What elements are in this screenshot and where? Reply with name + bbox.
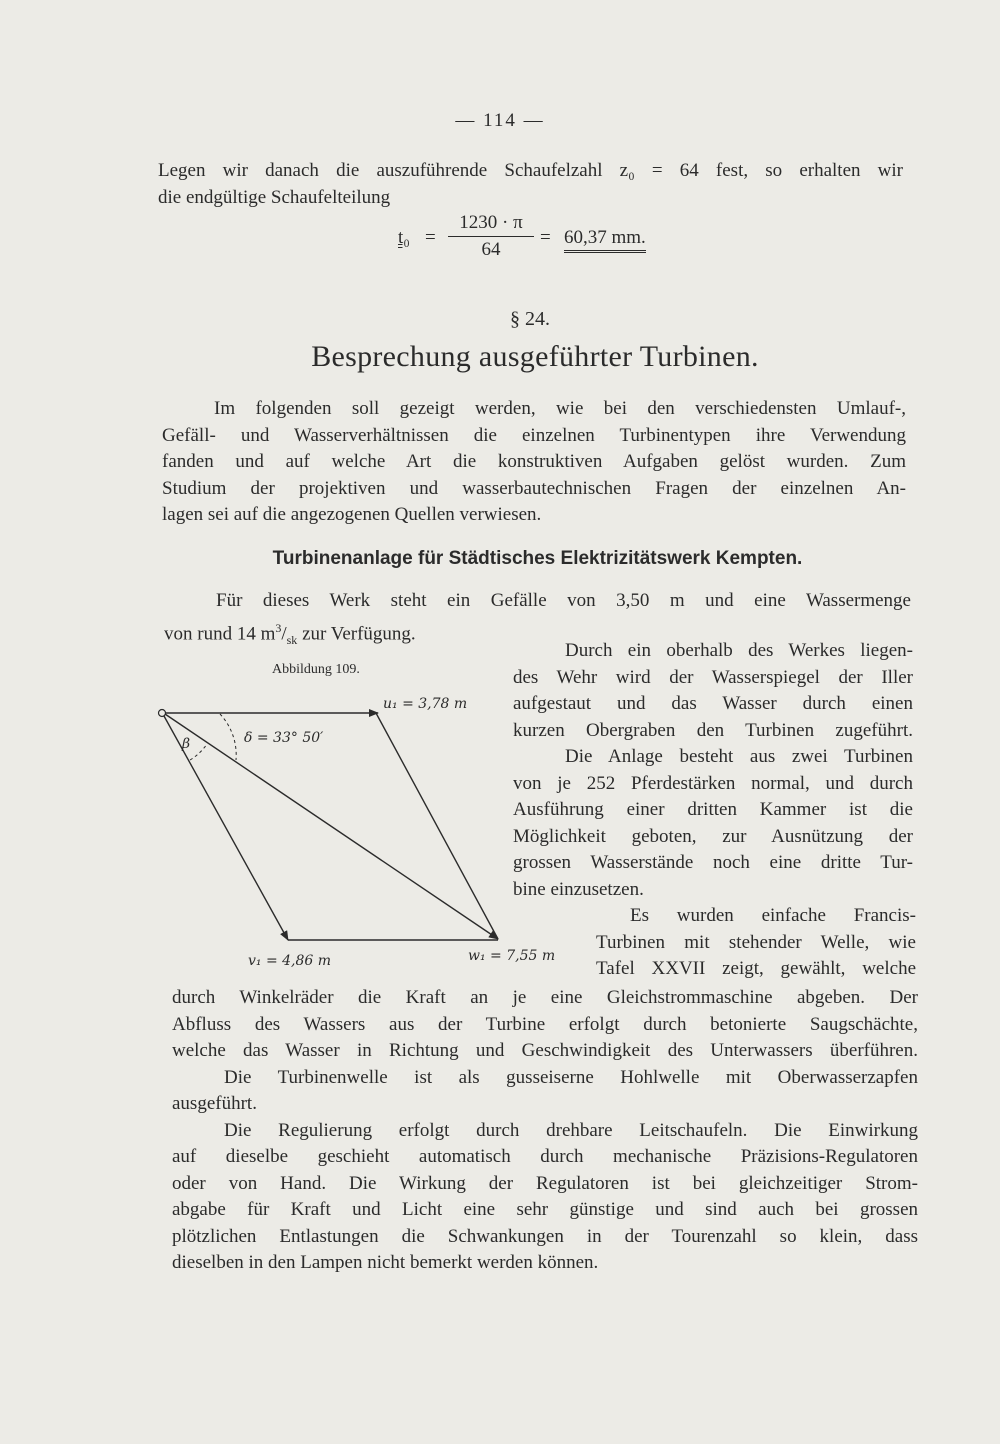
text-line: von rund 14 $m^3/_{sk}$ zur Verfügung.	[164, 620, 416, 647]
text-line: Die Regulierung erfolgt durch drehbare Leitschaufeln. Die Einwirkung	[224, 1119, 918, 1141]
text-line: Abfluss des Wassers aus der Turbine erfolgt durch betonierte Saugschächte,	[172, 1013, 918, 1035]
text-line: aufgestaut und das Wasser durch einen	[513, 693, 913, 714]
angle-arc-beta	[190, 744, 207, 760]
text-line: Legen wir danach die auszuführende Schaufelzahl z₀ = 64 fest, so erhalten wir	[158, 160, 903, 181]
paragraph-intro-turbines	[162, 396, 906, 529]
text-line: Studium der projektiven und wasserbautechnischen Fragen der einzelnen An-	[162, 477, 906, 499]
equals-sign: =	[425, 227, 436, 248]
text-line: Die Turbinenwelle ist als gusseiserne Hohlwelle mit Oberwasserzapfen	[224, 1066, 918, 1088]
parallelogram-side	[376, 713, 498, 939]
formula-lhs: t₀	[398, 227, 410, 248]
label-delta-angle: δ = 33° 50′	[244, 730, 324, 746]
text-line: durch Winkelräder die Kraft an je eine Gleichstrommaschine abgeben. Der	[172, 987, 918, 1008]
text-line: welche das Wasser in Richtung und Geschwindigkeit des Unterwassers überführen.	[172, 1040, 918, 1061]
formula-numerator: 1230 · π	[448, 212, 534, 237]
text-line: Gefäll- und Wasserverhältnissen die einzelnen Turbinentypen ihre Verwendung	[162, 424, 906, 446]
text-line: Ausführung einer dritten Kammer ist die	[513, 799, 913, 820]
text-line: von je 252 Pferdestärken normal, und durch	[513, 772, 913, 794]
section-title: Besprechung ausgeführter Turbinen.	[311, 340, 759, 373]
paragraph-right-column-2	[596, 903, 916, 983]
formula-fraction	[448, 212, 534, 261]
text-line: plötzlichen Entlastungen die Schwankungen in der Tourenzahl so klein, dass	[172, 1225, 918, 1247]
text-line: die endgültige Schaufelteilung	[158, 186, 391, 208]
text-line: Für dieses Werk steht ein Gefälle von 3,50 m und eine Wassermenge	[216, 590, 911, 611]
text-line: Durch ein oberhalb des Werkes liegen-	[565, 640, 913, 661]
text-line: abgabe für Kraft und Licht eine sehr günstige und sind auch bei grossen	[172, 1199, 918, 1220]
text-line: Tafel XXVII zeigt, gewählt, welche	[596, 958, 916, 979]
subsection-heading: Turbinenanlage für Städtisches Elektrizitätswerk Kempten.	[272, 548, 803, 569]
label-v1: v₁ = 4,86 m	[248, 953, 332, 969]
equals-sign: =	[540, 227, 551, 248]
text-line: Die Anlage besteht aus zwei Turbinen	[565, 746, 913, 767]
text-line: Möglichkeit geboten, zur Ausnützung der	[513, 825, 913, 847]
text-line: lagen sei auf die angezogenen Quellen verwiesen.	[162, 504, 542, 525]
text-line: kurzen Obergraben den Turbinen zugeführt.	[513, 719, 913, 741]
paragraph-right-column	[513, 638, 913, 903]
intro-paragraph	[158, 158, 903, 211]
origin-point	[159, 710, 166, 717]
formula-denominator: 64	[481, 239, 501, 260]
page-number: — 114 —	[455, 110, 545, 131]
paragraph-continuation	[172, 985, 918, 1277]
text-line: ausgeführt.	[172, 1093, 257, 1114]
vector-w1	[165, 714, 498, 939]
text-line: Im folgenden soll gezeigt werden, wie bei den verschiedensten Umlauf-,	[214, 398, 906, 419]
text-line: fanden und auf welche Art die konstruktiven Aufgaben gelöst wurden. Zum	[162, 451, 906, 472]
text-line: oder von Hand. Die Wirkung der Regulatoren ist bei gleichzeitiger Strom-	[172, 1172, 918, 1194]
label-u1: u₁ = 3,78 m	[383, 696, 468, 712]
figure-caption: Abbildung 109.	[272, 662, 360, 677]
text-line: bine einzusetzen.	[513, 878, 644, 900]
text-line: Turbinen mit stehender Welle, wie	[596, 931, 916, 953]
section-number: § 24.	[510, 308, 550, 330]
label-beta: β	[182, 736, 191, 752]
text-line: grossen Wasserstände noch eine dritte Tur-	[513, 852, 913, 873]
text-line: dieselben in den Lampen nicht bemerkt werden können.	[172, 1252, 599, 1273]
formula-result: 60,37 mm.	[564, 227, 646, 253]
text-line: Es wurden einfache Francis-	[630, 905, 916, 926]
text-line: des Wehr wird der Wasserspiegel der Iller	[513, 666, 913, 688]
label-w1: w₁ = 7,55 m	[468, 948, 556, 964]
text-line: auf dieselbe geschieht automatisch durch mechanische Präzisions-Regulatoren	[172, 1146, 918, 1167]
